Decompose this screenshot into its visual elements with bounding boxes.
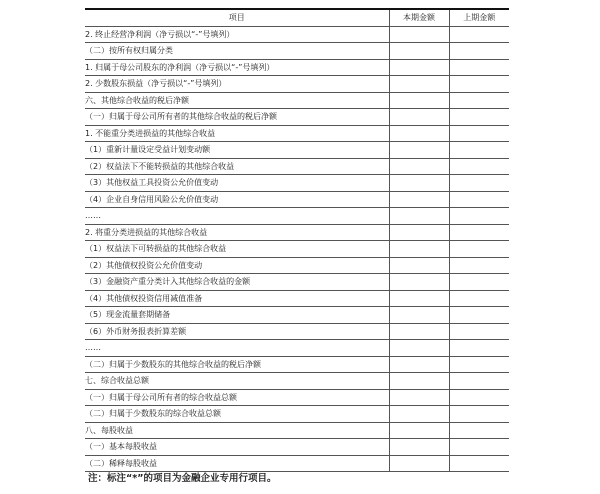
current-amount-cell xyxy=(389,191,449,208)
current-amount-cell xyxy=(389,241,449,258)
current-amount-cell xyxy=(389,224,449,241)
table-row xyxy=(85,109,509,126)
row-item-label: …… xyxy=(85,340,389,357)
current-amount-cell xyxy=(389,158,449,175)
previous-amount-cell xyxy=(449,422,509,439)
previous-amount-cell xyxy=(449,439,509,456)
table-row xyxy=(85,257,509,274)
current-amount-cell xyxy=(389,356,449,373)
table-body xyxy=(85,26,509,472)
previous-amount-cell xyxy=(449,241,509,258)
previous-amount-cell xyxy=(449,208,509,225)
previous-amount-cell xyxy=(449,290,509,307)
row-item-label: （3）金融资产重分类计入其他综合收益的金额 xyxy=(85,274,389,291)
current-amount-cell xyxy=(389,257,449,274)
row-item-label: （二）按所有权归属分类 xyxy=(85,43,389,60)
row-item-label: 2. 终止经营净利润（净亏损以“-”号填列） xyxy=(85,26,389,43)
table-row xyxy=(85,406,509,423)
previous-amount-cell xyxy=(449,109,509,126)
current-amount-cell xyxy=(389,455,449,472)
table-row xyxy=(85,422,509,439)
previous-amount-cell xyxy=(449,76,509,93)
previous-amount-cell xyxy=(449,389,509,406)
current-amount-cell xyxy=(389,389,449,406)
row-item-label: 八、每股收益 xyxy=(85,422,389,439)
table-row xyxy=(85,92,509,109)
row-item-label: （二）归属于少数股东的其他综合收益的税后净额 xyxy=(85,356,389,373)
previous-amount-cell xyxy=(449,26,509,43)
current-amount-cell xyxy=(389,274,449,291)
row-item-label: 2. 将重分类进损益的其他综合收益 xyxy=(85,224,389,241)
current-amount-cell xyxy=(389,125,449,142)
row-item-label: 1. 不能重分类进损益的其他综合收益 xyxy=(85,125,389,142)
previous-amount-cell xyxy=(449,274,509,291)
table-header-row xyxy=(85,9,509,26)
income-statement-table xyxy=(85,8,509,472)
table-row xyxy=(85,175,509,192)
previous-amount-cell xyxy=(449,224,509,241)
current-amount-cell xyxy=(389,26,449,43)
current-amount-cell xyxy=(389,406,449,423)
current-amount-cell xyxy=(389,439,449,456)
current-amount-column-header: 本期金额 xyxy=(389,9,449,26)
row-item-label: （2）其他债权投资公允价值变动 xyxy=(85,257,389,274)
current-amount-cell xyxy=(389,43,449,60)
table-row xyxy=(85,340,509,357)
current-amount-cell xyxy=(389,290,449,307)
table-row xyxy=(85,323,509,340)
table-row xyxy=(85,142,509,159)
row-item-label: （5）现金流量套期储备 xyxy=(85,307,389,324)
table-row xyxy=(85,158,509,175)
current-amount-cell xyxy=(389,142,449,159)
table-row xyxy=(85,290,509,307)
row-item-label: （1）权益法下可转损益的其他综合收益 xyxy=(85,241,389,258)
current-amount-cell xyxy=(389,340,449,357)
row-item-label: 2. 少数股东损益（净亏损以“-”号填列） xyxy=(85,76,389,93)
row-item-label: （4）企业自身信用风险公允价值变动 xyxy=(85,191,389,208)
current-amount-cell xyxy=(389,373,449,390)
previous-amount-cell xyxy=(449,43,509,60)
previous-amount-cell xyxy=(449,59,509,76)
table-row xyxy=(85,241,509,258)
row-item-label: （一）归属于母公司所有者的综合收益总额 xyxy=(85,389,389,406)
row-item-label: …… xyxy=(85,208,389,225)
row-item-label: （6）外币财务报表折算差额 xyxy=(85,323,389,340)
row-item-label: 七、综合收益总额 xyxy=(85,373,389,390)
table-row xyxy=(85,389,509,406)
table-row xyxy=(85,224,509,241)
current-amount-cell xyxy=(389,59,449,76)
previous-amount-cell xyxy=(449,356,509,373)
previous-amount-cell xyxy=(449,92,509,109)
current-amount-cell xyxy=(389,323,449,340)
current-amount-cell xyxy=(389,208,449,225)
table-row xyxy=(85,356,509,373)
table-row xyxy=(85,125,509,142)
row-item-label: （1）重新计量设定受益计划变动额 xyxy=(85,142,389,159)
row-item-label: （3）其他权益工具投资公允价值变动 xyxy=(85,175,389,192)
table-row xyxy=(85,274,509,291)
previous-amount-cell xyxy=(449,406,509,423)
row-item-label: （2）权益法下不能转损益的其他综合收益 xyxy=(85,158,389,175)
row-item-label: （二）归属于少数股东的综合收益总额 xyxy=(85,406,389,423)
previous-amount-cell xyxy=(449,323,509,340)
row-item-label: （一）基本每股收益 xyxy=(85,439,389,456)
previous-amount-cell xyxy=(449,125,509,142)
table-row xyxy=(85,191,509,208)
current-amount-cell xyxy=(389,109,449,126)
table-row xyxy=(85,208,509,225)
previous-amount-cell xyxy=(449,340,509,357)
current-amount-cell xyxy=(389,175,449,192)
current-amount-cell xyxy=(389,307,449,324)
row-item-label: 六、其他综合收益的税后净额 xyxy=(85,92,389,109)
previous-amount-cell xyxy=(449,455,509,472)
previous-amount-cell xyxy=(449,191,509,208)
table-row xyxy=(85,43,509,60)
previous-amount-cell xyxy=(449,257,509,274)
previous-amount-cell xyxy=(449,175,509,192)
current-amount-cell xyxy=(389,76,449,93)
row-item-label: （二）稀释每股收益 xyxy=(85,455,389,472)
previous-amount-cell xyxy=(449,307,509,324)
row-item-label: （一）归属于母公司所有者的其他综合收益的税后净额 xyxy=(85,109,389,126)
current-amount-cell xyxy=(389,92,449,109)
item-column-header: 项目 xyxy=(85,9,389,26)
row-item-label: 1. 归属于母公司股东的净利润（净亏损以“-”号填列） xyxy=(85,59,389,76)
table-row xyxy=(85,307,509,324)
income-statement-sheet xyxy=(85,8,509,472)
previous-amount-cell xyxy=(449,373,509,390)
table-row xyxy=(85,76,509,93)
table-row xyxy=(85,439,509,456)
table-row xyxy=(85,59,509,76)
previous-amount-column-header: 上期金额 xyxy=(449,9,509,26)
row-item-label: （4）其他债权投资信用减值准备 xyxy=(85,290,389,307)
previous-amount-cell xyxy=(449,158,509,175)
previous-amount-cell xyxy=(449,142,509,159)
table-row xyxy=(85,26,509,43)
table-row xyxy=(85,373,509,390)
current-amount-cell xyxy=(389,422,449,439)
footnote: 注：标注“*”的项目为金融企业专用行项目。 xyxy=(88,473,277,484)
